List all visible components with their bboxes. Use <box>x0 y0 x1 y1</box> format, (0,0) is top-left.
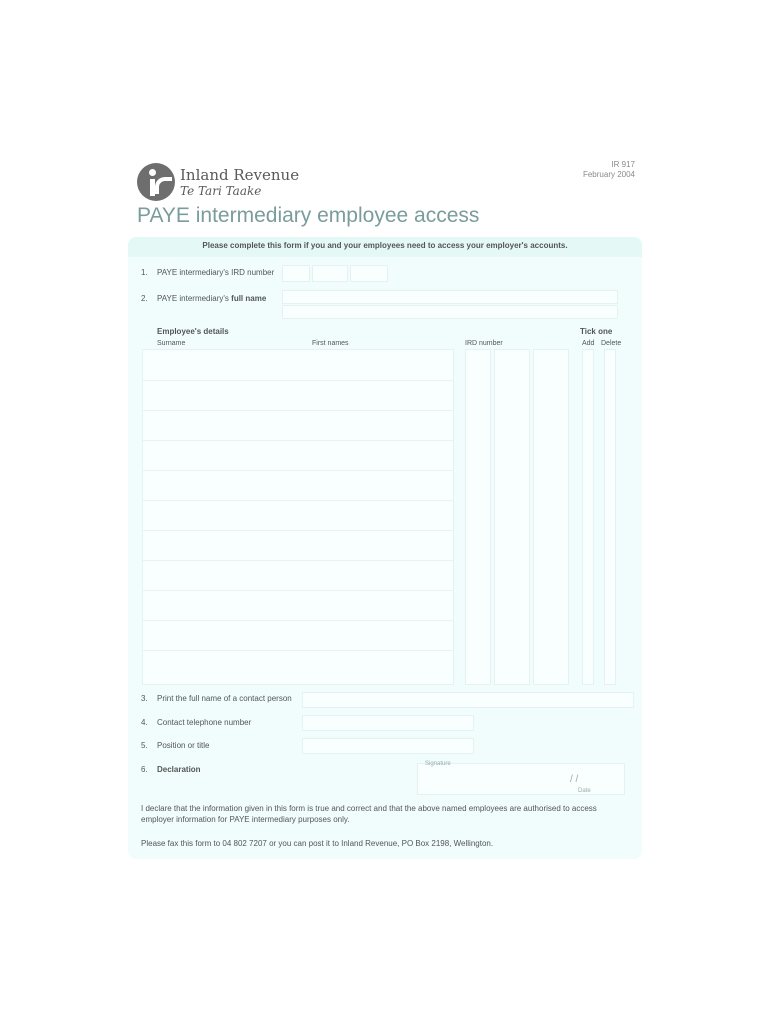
ird-number-label: PAYE intermediary's IRD number <box>157 268 275 277</box>
employee-ird-col-1[interactable] <box>465 349 491 685</box>
declaration-label: Declaration <box>157 765 201 774</box>
field-4-number: 4. <box>141 718 148 727</box>
form-number: IR 917 <box>611 160 635 169</box>
page-title: PAYE intermediary employee access <box>137 204 480 227</box>
footer-text: Please fax this form to 04 802 7207 or you can post it to Inland Revenue, PO Box 2198, Wellington. <box>141 839 494 848</box>
col-surname: Surname <box>157 340 186 347</box>
full-name-label: PAYE intermediary's full name <box>157 294 267 303</box>
date-label: Date <box>578 788 591 794</box>
ird-number-box-1[interactable] <box>282 265 310 282</box>
tick-one-heading: Tick one <box>580 327 613 336</box>
banner-text: Please complete this form if you and your employees need to access your employer's accounts. <box>202 241 568 250</box>
col-add: Add <box>582 340 595 347</box>
col-delete: Delete <box>601 340 622 347</box>
form-number-block <box>560 160 635 180</box>
field-3-number: 3. <box>141 694 148 703</box>
inland-revenue-logo-icon <box>137 163 175 201</box>
field-1-number: 1. <box>141 268 148 277</box>
field-2-number: 2. <box>141 294 148 303</box>
full-name-line-2[interactable] <box>282 305 618 319</box>
employee-add-col[interactable] <box>582 349 594 685</box>
signature-box[interactable] <box>417 763 625 795</box>
brand-maori-name: Te Tari Taake <box>180 184 262 198</box>
contact-phone-input[interactable] <box>302 715 474 731</box>
field-5-number: 5. <box>141 741 148 750</box>
employee-details-heading: Employee's details <box>157 327 229 336</box>
position-label: Position or title <box>157 741 210 750</box>
col-ird-number: IRD number <box>465 340 503 347</box>
ird-number-box-3[interactable] <box>350 265 388 282</box>
position-input[interactable] <box>302 738 474 754</box>
signature-label: Signature <box>425 761 451 767</box>
form-date: February 2004 <box>582 170 635 179</box>
field-6-number: 6. <box>141 765 148 774</box>
contact-name-label: Print the full name of a contact person <box>157 694 292 703</box>
contact-name-input[interactable] <box>302 692 634 708</box>
employee-delete-col[interactable] <box>604 349 616 685</box>
full-name-line-1[interactable] <box>282 290 618 304</box>
employee-names-grid[interactable] <box>142 349 454 685</box>
employee-ird-col-2[interactable] <box>494 349 530 685</box>
date-separator: / / <box>570 774 579 785</box>
ird-number-box-2[interactable] <box>312 265 348 282</box>
employee-ird-col-3[interactable] <box>533 349 569 685</box>
brand-name: Inland Revenue <box>180 166 300 184</box>
declaration-text: I declare that the information given in this form is true and correct and that the above named employees are authorised to access employer information for PAYE intermediary purposes only. <box>141 804 597 824</box>
col-first-names: First names <box>312 340 349 347</box>
contact-phone-label: Contact telephone number <box>157 718 252 727</box>
